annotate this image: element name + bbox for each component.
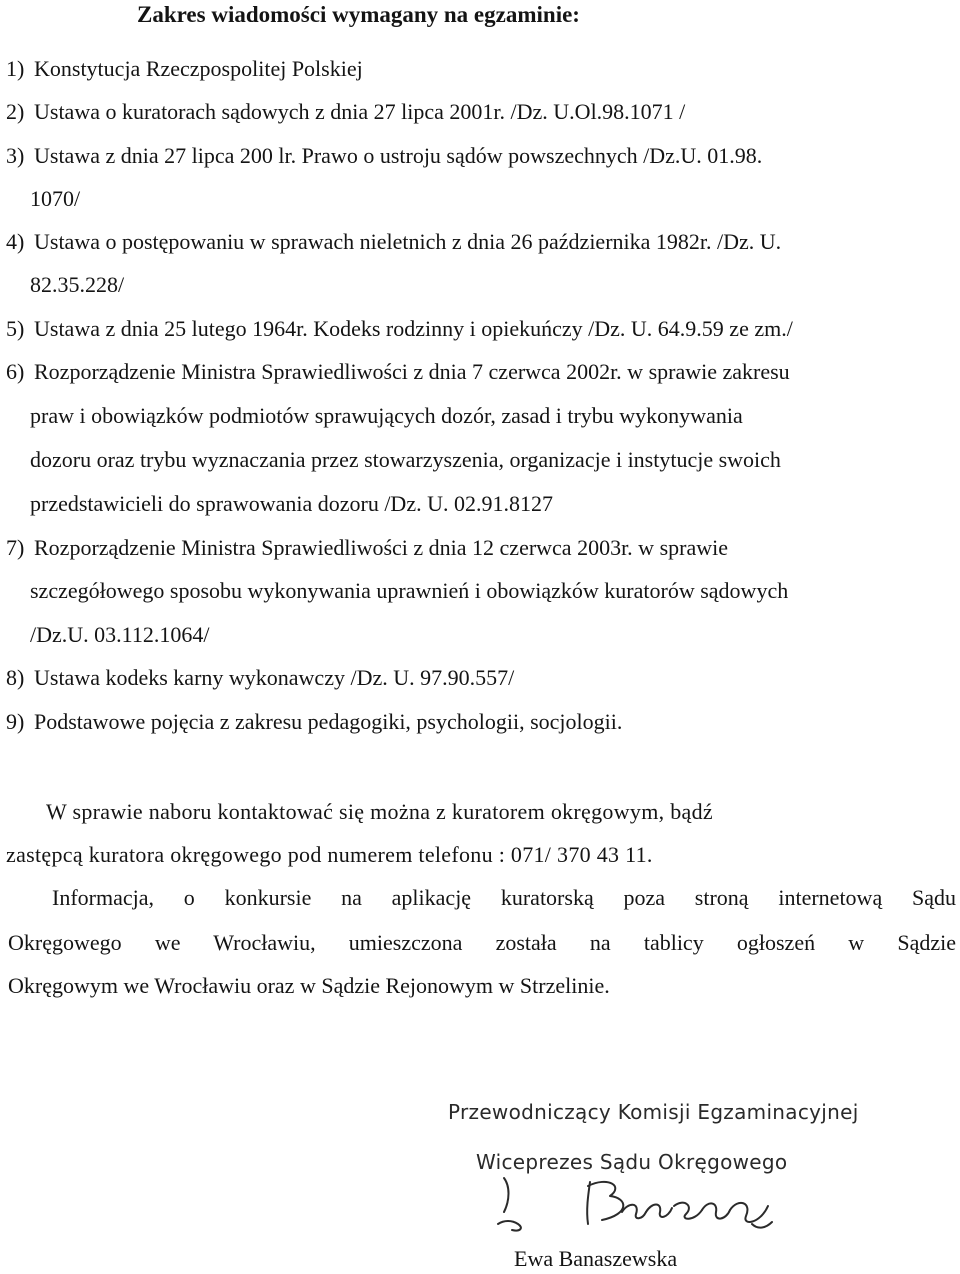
- list-number: 2): [6, 99, 25, 124]
- stamp-subtitle: Wiceprezes Sądu Okręgowego: [476, 1150, 788, 1174]
- list-number: 6): [6, 359, 25, 384]
- list-item-9: [6, 707, 622, 737]
- info-paragraph-line: Okręgowym we Wrocławiu oraz w Sądzie Rejonowym w Strzelinie.: [8, 973, 610, 998]
- list-item-continuation: praw i obowiązków podmiotów sprawujących dozór, zasad i trybu wykonywania: [30, 403, 743, 428]
- list-item-text: Rozporządzenie Ministra Sprawiedliwości z dnia 7 czerwca 2002r. w sprawie zakresu: [34, 359, 790, 384]
- list-item-text: Ustawa o postępowaniu w sprawach nieletnich z dnia 26 października 1982r. /Dz. U.: [34, 229, 782, 254]
- list-item-continuation: /Dz.U. 03.112.1064/: [30, 622, 210, 647]
- list-number: 3): [6, 143, 25, 168]
- list-item-text: Konstytucja Rzeczpospolitej Polskiej: [34, 56, 363, 81]
- list-item-8: [6, 663, 514, 693]
- list-item-5: [6, 314, 793, 344]
- list-number: 8): [6, 665, 25, 690]
- list-item-3: [6, 141, 762, 171]
- list-item-6: [6, 357, 790, 387]
- list-item-text: Ustawa z dnia 25 lutego 1964r. Kodeks rodzinny i opiekuńczy /Dz. U. 64.9.59 ze zm./: [34, 316, 793, 341]
- list-item-continuation: 82.35.228/: [30, 272, 125, 297]
- list-item-1: [6, 54, 363, 84]
- contact-paragraph-line: W sprawie naboru kontaktować się można z kuratorem okręgowym, bądź: [46, 799, 713, 824]
- list-number: 7): [6, 535, 25, 560]
- list-item-text: Rozporządzenie Ministra Sprawiedliwości z dnia 12 czerwca 2003r. w sprawie: [34, 535, 728, 560]
- list-item-text: Ustawa kodeks karny wykonawczy /Dz. U. 97.90.557/: [34, 665, 515, 690]
- signer-name: Ewa Banaszewska: [514, 1246, 678, 1271]
- list-item-text: Ustawa z dnia 27 lipca 200 lr. Prawo o ustroju sądów powszechnych /Dz.U. 01.98.: [34, 143, 763, 168]
- list-number: 5): [6, 316, 25, 341]
- list-item-7: [6, 533, 728, 563]
- list-item-continuation: dozoru oraz trybu wyznaczania przez stowarzyszenia, organizacje i instytucje swoich: [30, 447, 781, 472]
- list-number: 4): [6, 229, 25, 254]
- list-item-text: Podstawowe pojęcia z zakresu pedagogiki, psychologii, socjologii.: [34, 709, 623, 734]
- handwritten-signature: [490, 1172, 790, 1242]
- page-title: Zakres wiadomości wymagany na egzaminie:: [137, 2, 580, 27]
- info-paragraph-line: Informacja, o konkursie na aplikację kuratorską poza stroną internetową Sądu: [52, 885, 956, 910]
- list-number: 1): [6, 56, 25, 81]
- list-number: 9): [6, 709, 25, 734]
- list-item-continuation: 1070/: [30, 186, 81, 211]
- info-paragraph-line: Okręgowego we Wrocławiu, umieszczona została na tablicy ogłoszeń w Sądzie: [8, 930, 956, 955]
- list-item-continuation: przedstawicieli do sprawowania dozoru /Dz. U. 02.91.8127: [30, 491, 553, 516]
- contact-paragraph-line: zastępcą kuratora okręgowego pod numerem telefonu : 071/ 370 43 11.: [6, 842, 653, 867]
- list-item-text: Ustawa o kuratorach sądowych z dnia 27 lipca 2001r. /Dz. U.Ol.98.1071 /: [34, 99, 686, 124]
- list-item-continuation: szczegółowego sposobu wykonywania uprawnień i obowiązków kuratorów sądowych: [30, 578, 789, 603]
- stamp-title: Przewodniczący Komisji Egzaminacyjnej: [448, 1100, 859, 1124]
- list-item-2: [6, 97, 685, 127]
- list-item-4: [6, 227, 781, 257]
